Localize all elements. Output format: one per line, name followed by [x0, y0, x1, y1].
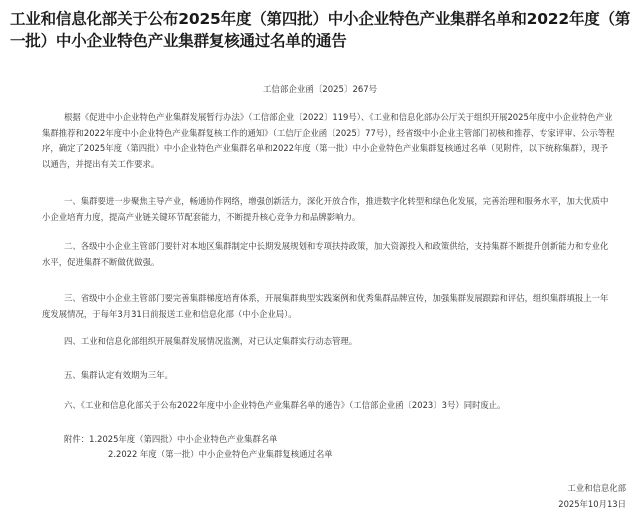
- paragraph-requirement-5: 五、集群认定有效期为三年。: [64, 370, 173, 380]
- paragraph-requirement-3: 三、省级中小企业主管部门要完善集群梯度培育体系，开展集群典型实践案例和优秀集群品牌宣传，加强集群发展跟踪和评估，组织集群填报上一年度发展情况，于每年3月31日前报送工业和信息化部（中小企业局）。: [42, 293, 609, 319]
- attachment-item-2: 2.2022 年度（第一批）中小企业特色产业集群复核通过名单: [108, 449, 333, 459]
- paragraph-requirement-2: 二、各级中小企业主管部门要针对本地区集群制定中长期发展规划和专项扶持政策，加大资源投入和政策供给，支持集群不断提升创新能力和专业化水平，促进集群不断做优做强。: [42, 241, 609, 267]
- paragraph-requirement-4: 四、工业和信息化部组织开展集群发展情况监测，对已认定集群实行动态管理。: [64, 336, 358, 346]
- document-title: 工业和信息化部关于公布2025年度（第四批）中小企业特色产业集群名单和2022年度（第一批）中小企业特色产业集群复核通过名单的通告: [10, 10, 631, 50]
- signature-date: 2025年10月13日: [558, 499, 626, 509]
- signature-organization: 工业和信息化部: [567, 483, 626, 493]
- paragraph-requirement-6: 六、《工业和信息化部关于公布2022年度中小企业特色产业集群名单的通告》（工信部企业函〔2023〕3号）同时废止。: [64, 400, 506, 410]
- paragraph-intro: 根据《促进中小企业特色产业集群发展暂行办法》（工信部企业〔2022〕119号）、《工业和信息化部办公厅关于组织开展2025年度中小企业特色产业集群推荐和2022年度中小企业特色产业集群复核工作的通知》（工信厅企业函〔2025〕77号），经省级中小企业主管部门初核和推荐、专家评审、公示等程序，确定了2025年度（第四批）中小企业特色产业集群名单和2022年度（第一批）中小企业特色产业集群复核通过名单（见附件，以下统称集群），现予以通告，并提出有关工作要求。: [42, 112, 615, 169]
- document-number: 工信部企业函〔2025〕267号: [262, 85, 378, 95]
- attachment-item-1: 附件：1.2025年度（第四批）中小企业特色产业集群名单: [64, 434, 278, 444]
- paragraph-requirement-1: 一、集群要进一步聚焦主导产业，畅通协作网络，增强创新活力，深化开放合作，推进数字化转型和绿色化发展，完善治理和服务水平，加大优质中小企业培育力度，提高产业链关键环节配套能力，不断提升核心竞争力和品牌影响力。: [42, 196, 609, 222]
